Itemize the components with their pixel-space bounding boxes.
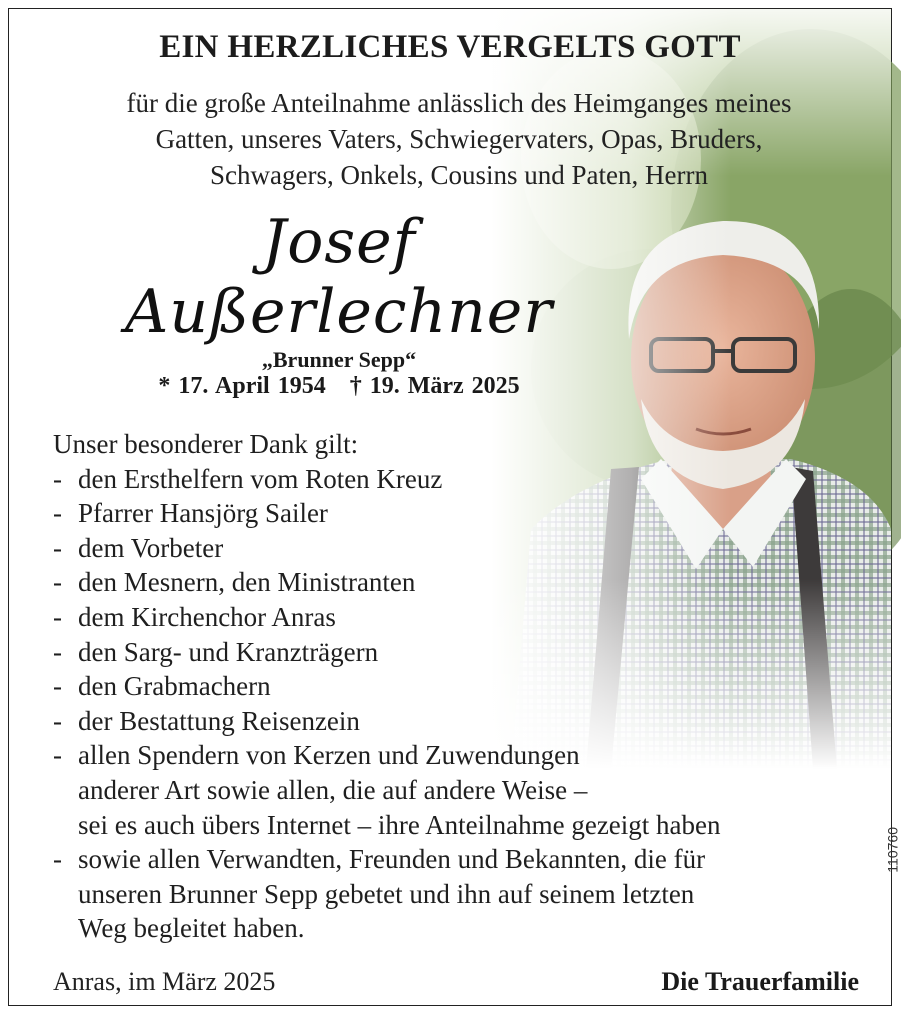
thanks-item [53,704,853,739]
intro-line: Gatten, unseres Vaters, Schwiegervaters, Opas, Bruders, [155,124,763,154]
thanks-item [53,669,853,704]
thanks-section [53,427,853,946]
thanks-item [53,635,853,670]
thanks-item-line: sowie allen Verwandten, Freunden und Bekannten, die für [78,844,706,875]
obituary-content [9,9,901,1005]
thanks-item [53,462,853,497]
thanks-heading: Unser besonderer Dank gilt: [53,429,359,459]
deceased-first-name: Josef [262,207,416,277]
life-dates [49,373,629,400]
deceased-last-name: Außerlechner [124,277,553,347]
thanks-item-line: den Grabmachern [78,671,271,702]
dash-bullet: - [53,740,62,771]
thanks-item-line: allen Spendern von Kerzen und Zuwendungen [78,740,580,771]
thanks-item [53,842,853,946]
thanks-item-line: sei es auch übers Internet – ihre Anteilnahme gezeigt haben [78,809,721,840]
thanks-item [53,496,853,531]
thanks-item-line: den Sarg- und Kranzträgern [78,636,379,667]
dash-bullet: - [53,705,62,736]
thanks-item-line: der Bestattung Reisenzein [78,705,360,736]
thanks-list [53,462,853,946]
thanks-item [53,565,853,600]
birth-date: * 17. April 1954 [158,373,326,399]
intro-text [49,85,869,193]
thanks-item-line: dem Vorbeter [78,532,224,563]
dash-bullet: - [53,844,62,875]
dash-bullet: - [53,636,62,667]
thanks-item-line: den Ersthelfern vom Roten Kreuz [78,463,443,494]
thanks-item [53,738,853,842]
dash-bullet: - [53,601,62,632]
thanks-item-line: den Mesnern, den Ministranten [78,567,416,598]
dash-bullet: - [53,532,62,563]
obituary-card [8,8,901,1006]
dash-bullet: - [53,671,62,702]
intro-line: Schwagers, Onkels, Cousins und Paten, Herrn [210,160,708,190]
thanks-item [53,531,853,566]
place-date: Anras, im März 2025 [53,967,276,996]
intro-line: für die große Anteilnahme anlässlich des Heimganges meines [126,88,792,118]
signature: Die Trauerfamilie [661,967,859,996]
death-date: † 19. März 2025 [349,373,520,399]
thanks-item-line: unseren Brunner Sepp gebetet und ihn auf seinem letzten [78,878,695,909]
headline: EIN HERZLICHES VERGELTS GOTT [159,29,741,65]
reference-number: 110760 [885,827,901,873]
dash-bullet: - [53,498,62,529]
dash-bullet: - [53,463,62,494]
thanks-item-line: anderer Art sowie allen, die auf andere Weise – [78,774,588,805]
deceased-nickname: „Brunner Sepp“ [261,347,417,372]
thanks-item [53,600,853,635]
thanks-item-line: dem Kirchenchor Anras [78,601,336,632]
thanks-item-line: Pfarrer Hansjörg Sailer [78,498,328,529]
dash-bullet: - [53,567,62,598]
thanks-item-line: Weg begleitet haben. [78,913,305,944]
